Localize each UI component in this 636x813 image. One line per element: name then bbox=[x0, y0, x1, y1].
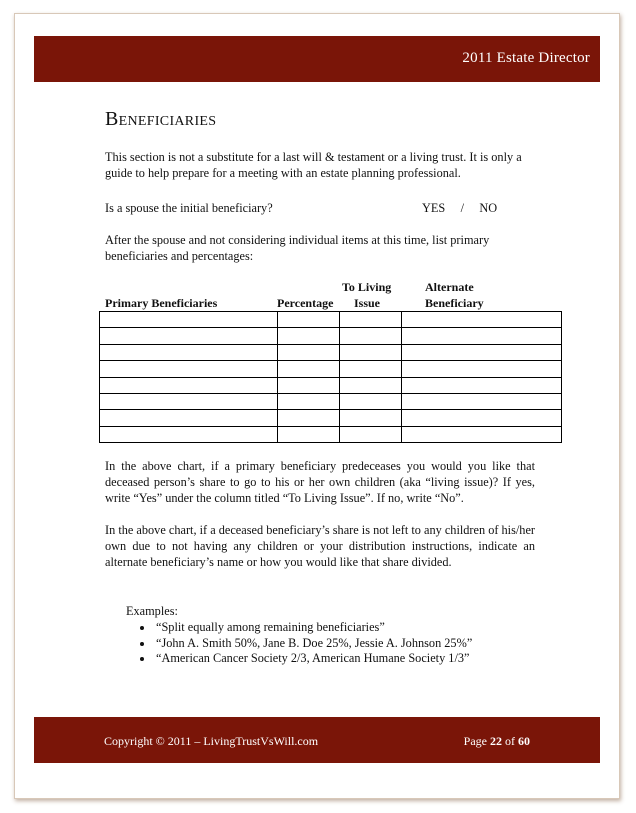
cell-primary-beneficiary[interactable] bbox=[100, 393, 278, 409]
yes-no-options: YES / NO bbox=[422, 201, 498, 215]
cell-alternate-beneficiary[interactable] bbox=[402, 426, 562, 442]
alternate-beneficiary-note: In the above chart, if a deceased beneficiary’s share is not left to any children of his/her own due to not having any children or your distribution instructions, indicate an alternate beneficiary’s name or how you would like that share divided. bbox=[105, 523, 535, 569]
cell-percentage[interactable] bbox=[278, 377, 340, 393]
cell-primary-beneficiary[interactable] bbox=[100, 328, 278, 344]
table-row bbox=[100, 426, 562, 442]
example-item: “American Cancer Society 2/3, American Humane Society 1/3” bbox=[156, 651, 472, 667]
header-primary-beneficiaries: Primary Beneficiaries bbox=[105, 296, 218, 310]
page-of: of bbox=[505, 734, 515, 748]
cell-to-living-issue[interactable] bbox=[340, 344, 402, 360]
cell-alternate-beneficiary[interactable] bbox=[402, 410, 562, 426]
beneficiaries-table bbox=[99, 311, 562, 443]
examples-list bbox=[126, 620, 472, 667]
cell-primary-beneficiary[interactable] bbox=[100, 344, 278, 360]
examples-label: Examples: bbox=[126, 604, 178, 618]
cell-percentage[interactable] bbox=[278, 361, 340, 377]
header-alternate: Alternate bbox=[425, 280, 474, 294]
cell-primary-beneficiary[interactable] bbox=[100, 361, 278, 377]
page-content bbox=[105, 107, 545, 310]
cell-percentage[interactable] bbox=[278, 344, 340, 360]
example-item: “John A. Smith 50%, Jane B. Doe 25%, Jessie A. Johnson 25%” bbox=[156, 635, 473, 650]
table-row bbox=[100, 377, 562, 393]
document-title: 2011 Estate Director bbox=[462, 50, 590, 66]
cell-to-living-issue[interactable] bbox=[340, 312, 402, 328]
instructions-paragraph: After the spouse and not considering individual items at this time, list primary beneficiaries and percentages: bbox=[105, 233, 490, 263]
cell-percentage[interactable] bbox=[278, 312, 340, 328]
page-number bbox=[464, 734, 530, 749]
section-title: Beneficiaries bbox=[105, 108, 217, 130]
header-beneficiary: Beneficiary bbox=[425, 296, 484, 310]
intro-paragraph: This section is not a substitute for a last will & testament or a living trust. It is only a guide to help prepare for a meeting with an estate planning professional. bbox=[105, 150, 522, 180]
table-row bbox=[100, 393, 562, 409]
page-label: Page bbox=[463, 734, 487, 748]
cell-alternate-beneficiary[interactable] bbox=[402, 377, 562, 393]
table-row bbox=[100, 361, 562, 377]
cell-alternate-beneficiary[interactable] bbox=[402, 393, 562, 409]
example-item: “Split equally among remaining beneficiaries” bbox=[156, 620, 472, 636]
cell-to-living-issue[interactable] bbox=[340, 328, 402, 344]
header-to-living: To Living bbox=[342, 280, 392, 294]
cell-alternate-beneficiary[interactable] bbox=[402, 328, 562, 344]
cell-to-living-issue[interactable] bbox=[340, 410, 402, 426]
cell-percentage[interactable] bbox=[278, 410, 340, 426]
footer-copyright: Copyright © 2011 – LivingTrustVsWill.com bbox=[104, 734, 319, 748]
table-row bbox=[100, 328, 562, 344]
cell-to-living-issue[interactable] bbox=[340, 426, 402, 442]
cell-percentage[interactable] bbox=[278, 426, 340, 442]
cell-primary-beneficiary[interactable] bbox=[100, 377, 278, 393]
table-row bbox=[100, 410, 562, 426]
cell-percentage[interactable] bbox=[278, 393, 340, 409]
cell-percentage[interactable] bbox=[278, 328, 340, 344]
cell-primary-beneficiary[interactable] bbox=[100, 426, 278, 442]
cell-alternate-beneficiary[interactable] bbox=[402, 361, 562, 377]
cell-primary-beneficiary[interactable] bbox=[100, 410, 278, 426]
cell-alternate-beneficiary[interactable] bbox=[402, 312, 562, 328]
header-issue: Issue bbox=[354, 296, 381, 310]
footer-band bbox=[34, 717, 600, 763]
header-band bbox=[34, 36, 600, 82]
spouse-question-label: Is a spouse the initial beneficiary? bbox=[105, 201, 273, 215]
page-current: 22 bbox=[490, 734, 502, 748]
table-row bbox=[100, 344, 562, 360]
cell-alternate-beneficiary[interactable] bbox=[402, 344, 562, 360]
header-percentage: Percentage bbox=[277, 296, 334, 310]
table-column-headers bbox=[105, 279, 565, 313]
table-row bbox=[100, 312, 562, 328]
document-page bbox=[14, 13, 620, 799]
cell-to-living-issue[interactable] bbox=[340, 361, 402, 377]
cell-to-living-issue[interactable] bbox=[340, 393, 402, 409]
page-total: 60 bbox=[518, 734, 530, 748]
cell-primary-beneficiary[interactable] bbox=[100, 312, 278, 328]
cell-to-living-issue[interactable] bbox=[340, 377, 402, 393]
spouse-question bbox=[105, 200, 535, 216]
examples-block bbox=[126, 603, 472, 667]
living-issue-note: In the above chart, if a primary beneficiary predeceases you would you like that deceased person’s share to go to his or her own children (aka “living issue)? If yes, write “Yes” under the column titled “To Living Issue”. If no, write “No”. bbox=[105, 459, 535, 505]
